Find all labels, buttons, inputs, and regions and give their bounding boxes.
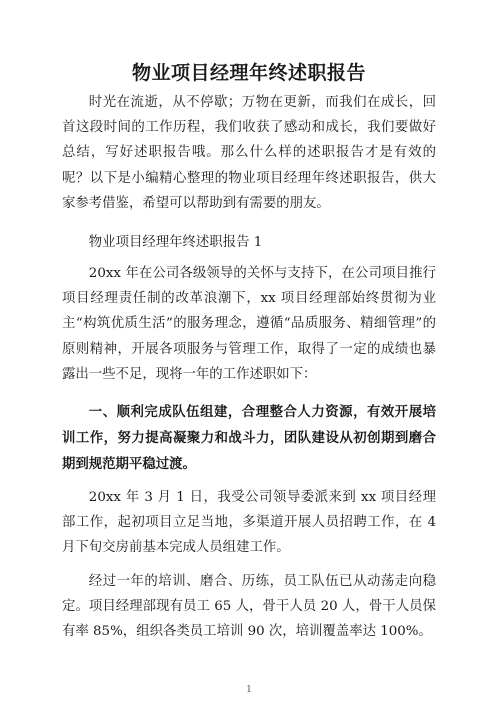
document-title: 物业项目经理年终述职报告: [131, 62, 366, 84]
body-paragraph-3: 经过一年的培训、磨合、历练，员工队伍已从动荡走向稳定。项目经理部现有员工 65 人，骨干人员 20 人，骨干人员保有率 85%，组织各类员工培训 90 次，培训覆盖率达 100%。: [62, 574, 436, 640]
document-page: [62, 0, 436, 708]
section-heading: 物业项目经理年终述职报告 1: [88, 235, 263, 250]
page-number: 1: [246, 685, 252, 695]
body-paragraph-1: 20xx 年在公司各级领导的关怀与支持下，在公司项目推行项目经理责任制的改革浪潮下，xx 项目经理部始终贯彻为业主“构筑优质生活”的服务理念，遵循“品质服务、精细管理”的原则精神，开展各项服务与管理工作，取得了一定的成绩也暴露出一些不足，现将一年的工作述职如下：: [62, 266, 436, 382]
bold-heading: 一、顺利完成队伍组建，合理整合人力资源，有效开展培训工作，努力提高凝聚力和战斗力，团队建设从初创期到磨合期到规范期平稳过渡。: [62, 405, 436, 472]
intro-paragraph: 时光在流逝，从不停歇；万物在更新，而我们在成长，回首这段时间的工作历程，我们收获了感动和成长，我们要做好总结，写好述职报告哦。那么什么样的述职报告才是有效的呢？以下是小编精心整理的物业项目经理年终述职报告，供大家参考借鉴，希望可以帮助到有需要的朋友。: [62, 95, 436, 211]
body-paragraph-2: 20xx 年 3 月 1 日，我受公司领导委派来到 xx 项目经理部工作，起初项目立足当地，多渠道开展人员招聘工作，在 4 月下旬交房前基本完成人员组建工作。: [62, 490, 436, 556]
